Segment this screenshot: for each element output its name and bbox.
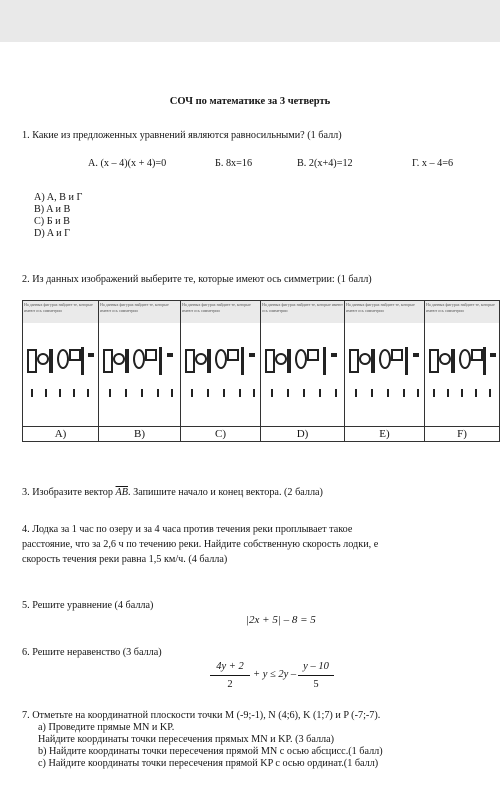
symbols-image [183,345,258,403]
question-7-line-4: b) Найдите координаты точки пересечения прямой MN с осью абсцисс.(1 балл) [38,746,383,757]
q1-answer-c: C) Б и В [34,216,70,227]
q6-denominator-1: 2 [227,679,233,690]
q6-middle-part: + y ≤ 2y – [253,669,297,680]
question-4-line-1: 4. Лодка за 1 час по озеру и за 4 часа против течения реки проплывает такое [22,524,353,535]
cell-header-text: На данных фигурах найдите те, которые имеют ось симметрии [425,301,499,323]
question-7-line-5: c) Найдите координаты точки пересечения прямой KP с осью ординат.(1 балл) [38,758,379,769]
fraction-line-2 [298,675,334,676]
question-2-text: 2. Из данных изображений выберите те, которые имеют ось симметрии: (1 балл) [22,274,372,285]
question-7-line-3: Найдите координаты точки пересечения прямых MN и KP. (3 балла) [38,734,335,745]
q1-answer-a: A) A, В и Г [34,192,83,203]
symbols-image [101,345,178,403]
cell-header-text: На данных фигурах найдите те, которые имеют ось симметрии [23,301,98,323]
symbols-image [427,345,497,403]
cell-header-text: На данных фигурах найдите те, которые имеют ось симметрии [261,301,344,323]
symmetry-cell-a[interactable] [23,301,99,441]
top-bar [0,0,500,42]
option-label-a: A) [23,426,98,441]
question-1-text: 1. Какие из предложенных уравнений являются равносильными? (1 балл) [22,130,342,141]
symbols-image [25,345,96,403]
vector-ab: $\overline{AB}$ [115,487,128,498]
question-7-line-2: a) Проведите прямые MN и KP. [38,722,175,733]
option-label-d: D) [261,426,344,441]
cell-header-text: На данных фигурах найдите те, которые имеют ось симметрии [99,301,180,323]
cell-header-text: На данных фигурах найдите те, которые имеют ось симметрии [181,301,260,323]
question-5-text: 5. Решите уравнение (4 балла) [22,600,154,611]
symmetry-cell-e[interactable] [345,301,425,441]
symmetry-cell-d[interactable] [261,301,345,441]
q3-prefix: 3. Изобразите вектор [22,487,116,498]
q1-answer-b: B) A и В [34,204,71,215]
symbols-image [263,345,342,403]
q3-suffix: . Запишите начало и конец вектора. (2 балла) [128,487,323,498]
symmetry-cell-c[interactable] [181,301,261,441]
question-7-line-1: 7. Отметьте на координатной плоскости точки M (-9;-1), N (4;6), K (1;7) и P (-7;-7). [22,710,381,721]
option-label-c: C) [181,426,260,441]
question-3-text [22,487,323,499]
q6-denominator-2: 5 [313,679,319,690]
q1-answer-d: D) A и Г [34,228,70,239]
option-label-e: E) [345,426,424,441]
q6-numerator-1: 4y + 2 [216,661,244,672]
symbols-image [347,345,422,403]
option-label-b: B) [99,426,180,441]
q6-numerator-2: y – 10 [303,661,329,672]
option-label-f: F) [425,426,499,441]
q5-equation: |2x + 5| – 8 = 5 [246,614,316,626]
symmetry-cell-b[interactable] [99,301,181,441]
question-4-line-3: скорость течения реки равна 1,5 км/ч. (4 балла) [22,554,228,565]
q1-option-b: Б. 8x=16 [215,158,253,169]
symmetry-cell-f[interactable] [425,301,499,441]
symmetry-table [22,300,500,442]
q1-option-c: В. 2(x+4)=12 [297,158,353,169]
fraction-line-1 [210,675,250,676]
cell-header-text: На данных фигурах найдите те, которые имеют ось симметрии [345,301,424,323]
question-6-text: 6. Решите неравенство (3 балла) [22,647,162,658]
q1-option-a: А. (x – 4)(x + 4)=0 [88,158,167,169]
q1-option-d: Г. x – 4=6 [412,158,454,169]
page-title: СОЧ по математике за 3 четверть [169,96,331,107]
question-4-line-2: расстояние, что за 2,6 ч по течению реки. Найдите собственную скорость лодки, е [22,539,379,550]
